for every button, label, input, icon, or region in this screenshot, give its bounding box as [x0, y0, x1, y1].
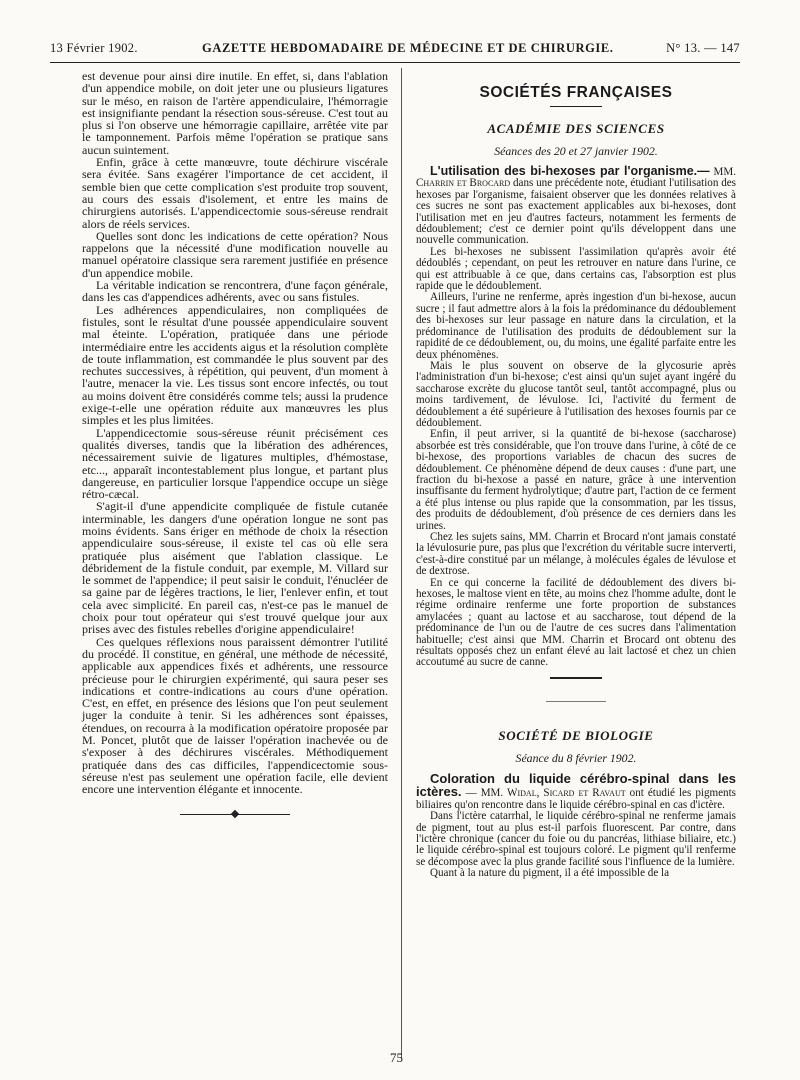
paragraph: Ces quelques réflexions nous paraissent démontrer l'utilité du procédé. Il constitue, en général, une méthode de nécessité, applicable aux appendices fixés et adhérents, une ressource précieuse pour le chirurgien expérimenté, qui saura peser ses indications et contre-indications au cours d'une opération. C'est, en effet, en présence des lésions que l'on peut seulement juger la conduite à tenir. Si les adhérences sont épaisses, étendues, on recourra à la modification opératoire proposée par M. Poncet, plutôt que de laisser l'opération inachevée ou de s'exposer à des déchirures viscérales. Méthodiquement pratiquée dans des cas difficiles, l'appendicectomie sous-séreuse n'est pas seulement une opération facile, elle devient encore une intervention élégante et innocente.: [82, 634, 388, 797]
paragraph: Les adhérences appendiculaires, non compliquées de fistules, sont le résultat d'une poussée appendiculaire souvent mal éteinte. L'opération, pratiquée dans une période intermédiaire entre les accidents aigus et la résolution complète de toute inflammation, est commandée le plus souvent par des rechutes successives, à répétition, qui peuvent, d'un moment à l'autre, menacer la vie. Les tissus sont encore infectés, ou tout au moins doivent être considérés comme tels; aussi la prudence exige-t-elle une opération réduite aux manœuvres les plus simples et les plus limitées.: [82, 302, 388, 428]
biology-title: SOCIÉTÉ DE BIOLOGIE: [498, 727, 654, 743]
biology-session: Séance du 8 février 1902.: [515, 750, 637, 765]
article-text: ont étudié les pigments biliaires qu'on rencontre dans le liquide cérébro-spinal en cas d'ictère.: [416, 787, 736, 811]
article-end-rule: [550, 677, 602, 679]
paragraph: Mais le plus souvent on observe de la glycosurie après l'administration d'un bi-hexose; c'est ainsi qu'un sujet ayant ingéré du saccharose excrète du glucose tantôt seul, tantôt accompagné, plus ou moins tardivement, de lévulose. Ici, l'activité du ferment de dédoublement a été supérieure à l'utilisation des hexoses fournis par ce dédoublement.: [416, 359, 736, 429]
article-lead: [416, 166, 736, 247]
paragraph: L'appendicectomie sous-séreuse réunit précisément ces qualités diverses, tandis que la libération des adhérences, nécessairement suivie de ligatures multiples, d'hémostase, etc..., apparaît incontestablement plus longue, et partant plus dangereuse, en particulier lorsque l'appendice occupe un siège rétro-cæcal.: [82, 425, 388, 502]
academy-title: ACADÉMIE DES SCIENCES: [487, 121, 665, 136]
paragraph: Ailleurs, l'urine ne renferme, après ingestion d'un bi-hexose, aucun sucre ; il faut admettre alors à la fois la prédominance du dédoublement des bi-hexoses sur leur passage en nature dans la circulation, et la prédominance de l'utilisation des produits de dédoublement sur la rapidité de ce dédoublement, ou, du moins, une égalité parfaite entre les deux phénomènes.: [416, 291, 736, 361]
paragraph: Les bi-hexoses ne subissent l'assimilation qu'après avoir été dédoublés ; cependant, on peut les retrouver en nature dans l'urine, ce qui est attribuable à ce que, dans certains cas, l'absorption est plus rapide que le dédoublement.: [416, 245, 736, 293]
paragraph: Chez les sujets sains, MM. Charrin et Brocard n'ont jamais constaté la lévulosurie pure, pas plus que l'excrétion du véritable sucre interverti, c'est-à-dire constitué par un mélange, à molécules égales de lévulose et de dextrose.: [416, 531, 736, 578]
page-header: [50, 36, 740, 63]
paragraph: Enfin, il peut arriver, si la quantité de bi-hexose (saccharose) absorbée est très considérable, que l'on trouve dans l'urine, à côté de ce bi-hexose, des proportions variables de chacun des sucres de dédoublement. Ce phénomène dépend de deux causes : d'une part, une fraction du bi-hexose a passé en nature, grâce à une intervention insuffisante du ferment hydrolytique; d'autre part, l'action de ce ferment a été plus intense ou plus rapide que la consommation, par les tissus, des produits de dédoublement, d'où présence de ces derniers dans les urines.: [416, 428, 736, 532]
journal-title: GAZETTE HEBDOMADAIRE DE MÉDECINE ET DE CHIRURGIE.: [202, 41, 614, 55]
article-title: Coloration du liquide cérébro-spinal dans les ictères.: [416, 770, 736, 800]
section-title: SOCIÉTÉS FRANÇAISES: [479, 84, 673, 101]
paragraph: En ce qui concerne la facilité de dédoublement des divers bi-hexoses, le maltose vient en tête, au moins chez l'homme adulte, dont le régime ordinaire renferme une forte proportion de substances amylacées ; quant au lactose et au saccharose, tout dépend de la prédominance de l'un ou de l'autre de ces sucres dans l'alimentation habituelle; c'est ainsi que MM. Charrin et Brocard ont obtenu des résultats opposés chez un enfant élevé au lait lactosé et chez un chien accoutumé au sucre de canne.: [416, 576, 736, 669]
column-divider: [401, 68, 402, 1058]
left-column: [82, 70, 388, 818]
issue-date: 13 Février 1902.: [50, 41, 138, 55]
paragraph: La véritable indication se rencontrera, d'une façon générale, dans les cas d'appendices adhérents, avec ou sans fistules.: [82, 278, 388, 305]
section-rule: [550, 106, 602, 107]
paragraph: Quant à la nature du pigment, il a été impossible de la: [430, 867, 670, 880]
page-folio: 75: [390, 1050, 403, 1065]
paragraph: est devenue pour ainsi dire inutile. En effet, si, dans l'ablation d'un appendice mobile, on doit jeter une ou plusieurs ligatures sur le méso, en raison de l'artère appendiculaire, l'hémorragie est insignifiante pendant la résection sous-séreuse. C'est tout au plus si l'on observe une hémorragie capillaire, arrêtée vite par le tamponnement. Parfois même l'opération se pratique sans aucun suintement.: [82, 69, 388, 157]
section-separator: [546, 701, 606, 702]
paragraph: Enfin, grâce à cette manœuvre, toute déchirure viscérale sera évitée. Sans exagérer l'importance de cet accident, il semble bien que cette complication s'est produite trop souvent, au cours des essais d'isolement, et entre les mains de chirurgiens autorisés. L'appendicectomie sous-séreuse rendrait alors de réels services.: [82, 155, 388, 231]
academy-session: Séances des 20 et 27 janvier 1902.: [494, 144, 658, 158]
paragraph: Dans l'ictère catarrhal, le liquide cérébro-spinal ne renferme jamais de pigment, tout au plus est-il parfois fluorescent. Par contre, dans l'ictère chronique (cancer du foie ou du pancréas, lithiase biliaire, etc.) le liquide cérébro-spinal est toujours coloré. Le pigment qu'il renferme se décompose avec la plus grande facilité sous l'influence de la lumière.: [416, 810, 736, 868]
article-authors: — MM. Widal, Sicard et Ravaut: [465, 787, 626, 800]
article-title: L'utilisation des bi-hexoses par l'organisme.—: [430, 164, 710, 178]
end-ornament: [180, 810, 290, 818]
issue-page-number: N° 13. — 147: [666, 41, 740, 55]
paragraph: S'agit-il d'une appendicite compliquée de fistule cutanée interminable, les dangers d'une opération longue ne sont pas moins évidents. Sans ériger en méthode de choix la résection appendiculaire sous-séreuse, il existe tel cas où elle sera pratiquée plus aisément que l'ablation classique. Le débridement de la fistule conduit, par exemple, M. Villard sur le sommet de l'appendice; il peut saisir le conduit, l'énucléer de sa gaine par de légères tractions, le lier, l'enlever enfin, et tout cela avec simplicité. En pareil cas, n'est-ce pas le manuel de choix pour tout opérateur qui s'est trouvé quelque jour aux prises avec des fistules rebelles d'origine appendiculaire!: [82, 499, 388, 637]
paragraph: Quelles sont donc les indications de cette opération? Nous rappelons que la nécessité d'une modification nouvelle au manuel opératoire classique sera rarement justifiée en présence d'un appendice mobile.: [82, 228, 388, 280]
article-lead: [416, 770, 736, 811]
article-text: dans une précédente note, étudiant l'utilisation des hexoses par l'organisme, faisaient observer que les données relatives à ces sucres ne sont pas exactement applicables aux bi-hexoses, dont l'utilisation met en jeu d'autres facteurs, notamment les ferments de dédoublement; c'est ce dernier point qu'ils développent dans une nouvelle communication.: [416, 177, 736, 247]
right-column: [416, 70, 736, 880]
article-authors: MM. Charrin et Brocard: [416, 166, 736, 190]
